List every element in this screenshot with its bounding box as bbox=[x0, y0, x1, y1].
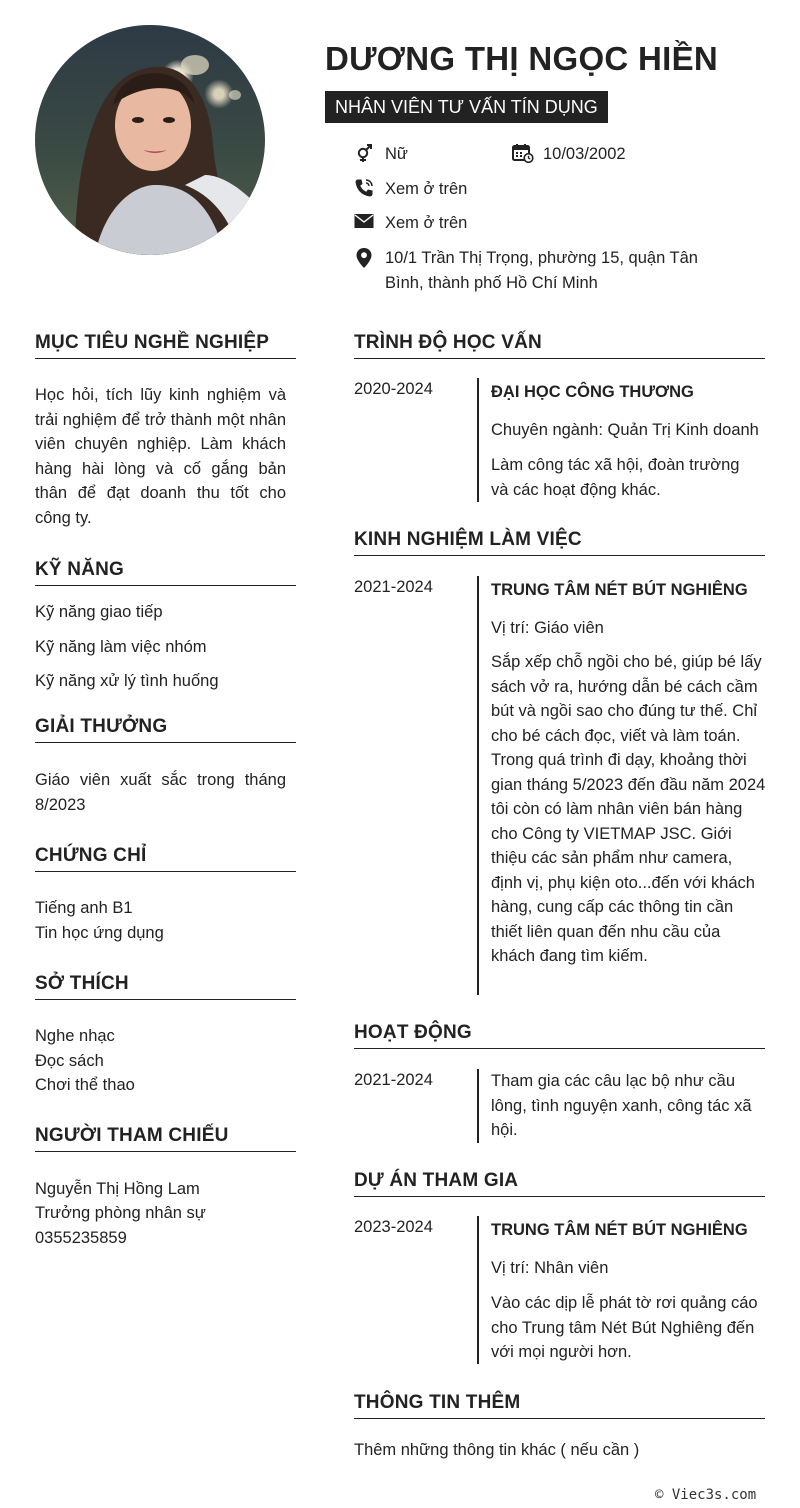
experience-timeline-bar bbox=[477, 576, 479, 995]
phone-icon bbox=[354, 178, 374, 198]
hobby-item: Chơi thể thao bbox=[35, 1076, 135, 1094]
birthday-value: 10/03/2002 bbox=[543, 145, 626, 163]
certificate-item: Tin học ứng dụng bbox=[35, 924, 164, 942]
activities-years: 2021-2024 bbox=[354, 1071, 433, 1089]
reference-name: Nguyễn Thị Hồng Lam bbox=[35, 1180, 200, 1198]
envelope-icon bbox=[354, 213, 374, 233]
activities-description: Tham gia các câu lạc bộ như cầu lông, tình nguyện xanh, công tác xã hội. bbox=[491, 1072, 752, 1139]
certificate-item: Tiếng anh B1 bbox=[35, 899, 133, 917]
awards-text: Giáo viên xuất sắc trong tháng 8/2023 bbox=[35, 771, 286, 814]
education-timeline-bar bbox=[477, 378, 479, 502]
education-years: 2020-2024 bbox=[354, 380, 433, 398]
education-heading: TRÌNH ĐỘ HỌC VẤN bbox=[354, 332, 765, 359]
experience-company: TRUNG TÂM NÉT BÚT NGHIÊNG bbox=[491, 581, 748, 599]
watermark-text: © Viec3s.com bbox=[655, 1487, 757, 1503]
additional-heading: THÔNG TIN THÊM bbox=[354, 1392, 765, 1419]
experience-position: Vị trí: Giáo viên bbox=[491, 619, 604, 637]
experience-heading: KINH NGHIỆM LÀM VIỆC bbox=[354, 529, 765, 556]
education-school: ĐẠI HỌC CÔNG THƯƠNG bbox=[491, 383, 694, 401]
reference-position: Trưởng phòng nhân sự bbox=[35, 1204, 206, 1222]
projects-organization: TRUNG TÂM NÉT BÚT NGHIÊNG bbox=[491, 1221, 748, 1239]
projects-years: 2023-2024 bbox=[354, 1218, 433, 1236]
skills-heading: KỸ NĂNG bbox=[35, 559, 296, 586]
skill-item: Kỹ năng giao tiếp bbox=[35, 603, 163, 621]
phone-value: Xem ở trên bbox=[385, 180, 468, 198]
profile-photo bbox=[35, 25, 265, 255]
references-heading: NGƯỜI THAM CHIẾU bbox=[35, 1125, 296, 1152]
experience-years: 2021-2024 bbox=[354, 578, 433, 596]
projects-heading: DỰ ÁN THAM GIA bbox=[354, 1170, 765, 1197]
gender-value: Nữ bbox=[385, 145, 408, 163]
reference-phone: 0355235859 bbox=[35, 1229, 127, 1247]
education-description: Làm công tác xã hội, đoàn trường và các hoạt động khác. bbox=[491, 456, 740, 499]
certificates-heading: CHỨNG CHỈ bbox=[35, 845, 296, 872]
address-line-1: 10/1 Trần Thị Trọng, phường 15, quận Tân bbox=[385, 249, 698, 267]
skill-item: Kỹ năng làm việc nhóm bbox=[35, 638, 207, 656]
email-value: Xem ở trên bbox=[385, 214, 468, 232]
objective-text: Học hỏi, tích lũy kinh nghiệm và trải nghiệm để trở thành một nhân viên chuyên nghiệp. Làm khách hàng hài lòng và cố gắng bản thân để đạt doanh thu tốt cho công ty. bbox=[35, 386, 286, 527]
activities-timeline-bar bbox=[477, 1069, 479, 1143]
candidate-name: DƯƠNG THỊ NGỌC HIỀN bbox=[325, 40, 719, 77]
projects-position: Vị trí: Nhân viên bbox=[491, 1259, 609, 1277]
job-title-badge: NHÂN VIÊN TƯ VẤN TÍN DỤNG bbox=[325, 91, 608, 123]
address-line-2: Bình, thành phố Hồ Chí Minh bbox=[385, 274, 598, 292]
profile-photo-illustration bbox=[35, 25, 265, 255]
calendar-icon bbox=[512, 143, 532, 163]
hobby-item: Đọc sách bbox=[35, 1052, 104, 1070]
activities-heading: HOẠT ĐỘNG bbox=[354, 1022, 765, 1049]
location-pin-icon bbox=[355, 247, 375, 267]
hobby-item: Nghe nhạc bbox=[35, 1027, 115, 1045]
hobbies-heading: SỞ THÍCH bbox=[35, 973, 296, 1000]
awards-heading: GIẢI THƯỞNG bbox=[35, 716, 296, 743]
additional-text: Thêm những thông tin khác ( nếu cần ) bbox=[354, 1441, 640, 1459]
experience-description: Sắp xếp chỗ ngồi cho bé, giúp bé lấy sách vở ra, hướng dẫn bé cách cầm bút và ngồi sao cho đúng tư thế. Chỉ cho bé cách đọc, viết và làm toán. Trong quá trình đi dạy, khoảng thời gian tháng 5/2023 đến đầu năm 2024 tôi còn có làm nhân viên bán hàng cho Công ty VIETMAP JSC. Giới thiệu các sản phẩm như camera, định vị, phụ kiện oto...đến với khách hàng, cung cấp các thông tin cần thiết liên quan đến nhu cầu của khách đang tìm kiếm. bbox=[491, 653, 766, 965]
education-major: Chuyên ngành: Quản Trị Kinh doanh bbox=[491, 421, 759, 439]
skill-item: Kỹ năng xử lý tình huống bbox=[35, 672, 219, 690]
gender-icon bbox=[354, 143, 374, 163]
projects-description: Vào các dịp lễ phát tờ rơi quảng cáo cho Trung tâm Nét Bút Nghiêng đến với mọi người hơn. bbox=[491, 1294, 758, 1361]
objective-heading: MỤC TIÊU NGHỀ NGHIỆP bbox=[35, 332, 296, 359]
projects-timeline-bar bbox=[477, 1216, 479, 1364]
